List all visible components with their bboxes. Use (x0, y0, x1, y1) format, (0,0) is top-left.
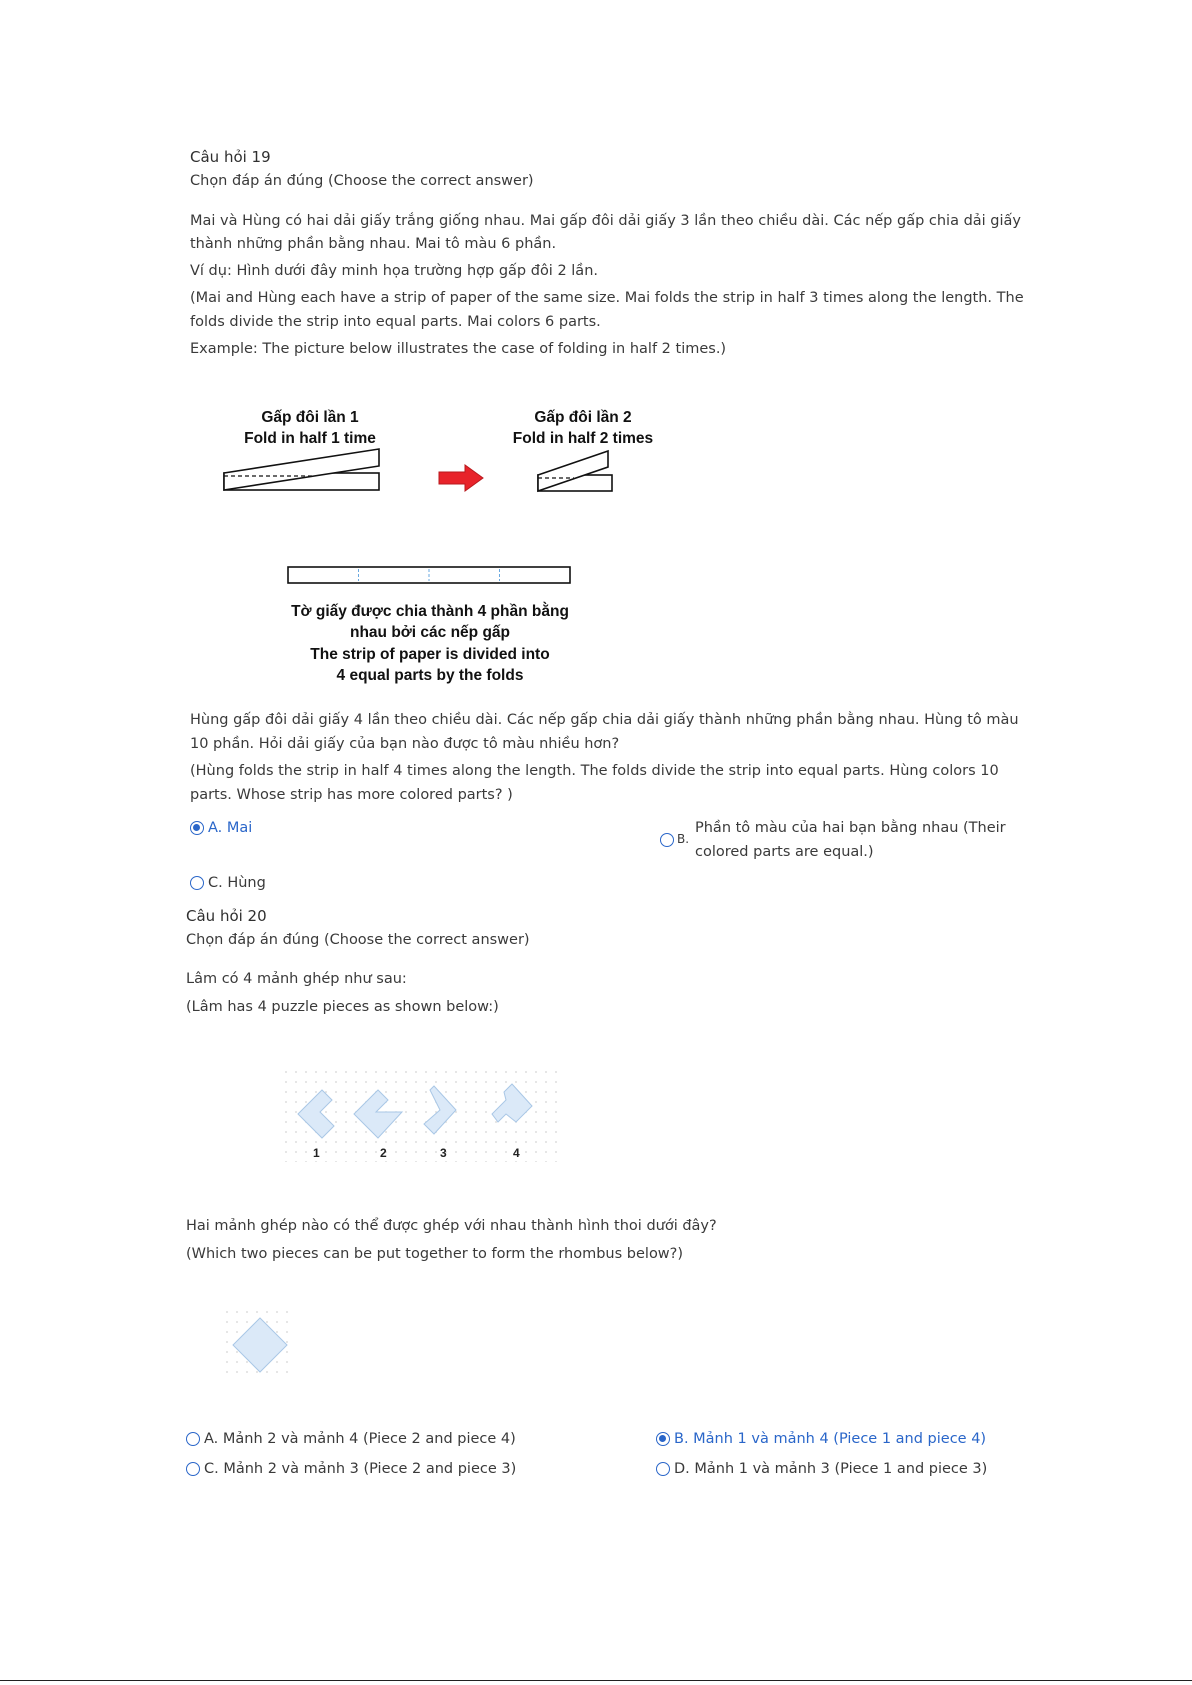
q20-text-line: (Lâm has 4 puzzle pieces as shown below:) (186, 999, 499, 1015)
q20-text-line: Lâm có 4 mảnh ghép như sau: (186, 971, 407, 987)
q19-example-en: Example: The picture below illustrates the case of folding in half 2 times.) (190, 341, 727, 357)
q19-text-line: Hùng gấp đôi dải giấy 4 lần theo chiều dài. Các nếp gấp chia dải giấy thành những phần bằng nhau. Hùng tô màu (190, 712, 1019, 728)
piece-label-4: 4 (513, 1146, 520, 1160)
rhombus-figure (225, 1310, 295, 1380)
fold2-strip-diagram (534, 445, 614, 495)
q19-option-a-label[interactable]: A. Mai (208, 820, 253, 836)
red-arrow-icon (437, 463, 485, 493)
q19-option-c-label[interactable]: C. Hùng (208, 875, 266, 891)
q20-option-d-label[interactable]: D. Mảnh 1 và mảnh 3 (Piece 1 and piece 3) (674, 1461, 988, 1477)
question-20-instruction: Chọn đáp án đúng (Choose the correct answer) (186, 932, 530, 948)
q20-text-line: (Which two pieces can be put together to form the rhombus below?) (186, 1246, 684, 1262)
q20-option-b-radio[interactable] (656, 1432, 670, 1446)
question-19-instruction: Chọn đáp án đúng (Choose the correct answer) (190, 173, 534, 189)
q19-text-line: parts. Whose strip has more colored parts? ) (190, 787, 513, 803)
strip-caption-line: The strip of paper is divided into (310, 646, 550, 663)
strip-caption-line: nhau bởi các nếp gấp (349, 624, 511, 641)
q19-text-line: Mai và Hùng có hai dải giấy trắng giống nhau. Mai gấp đôi dải giấy 3 lần theo chiều dài. Các nếp gấp chia dải giấy (190, 213, 1022, 229)
q20-option-c-radio[interactable] (186, 1462, 200, 1476)
question-20-title: Câu hỏi 20 (186, 907, 267, 925)
strip-caption-line: Tờ giấy được chia thành 4 phần bằng (291, 603, 569, 620)
q20-text-line: Hai mảnh ghép nào có thể được ghép với nhau thành hình thoi dưới đây? (186, 1218, 717, 1234)
page-bottom-rule (0, 1680, 1192, 1681)
q19-text-line: folds divide the strip into equal parts. Mai colors 6 parts. (190, 314, 601, 330)
piece-label-3: 3 (440, 1146, 447, 1160)
q19-option-a-radio[interactable] (190, 821, 204, 835)
q19-option-b-label[interactable]: Phần tô màu của hai bạn bằng nhau (Their (695, 820, 1006, 836)
q19-text-line: thành những phần bằng nhau. Mai tô màu 6 phần. (190, 236, 557, 252)
piece-label-1: 1 (313, 1146, 320, 1160)
q20-option-b-label[interactable]: B. Mảnh 1 và mảnh 4 (Piece 1 and piece 4) (674, 1431, 987, 1447)
strip-caption-line: 4 equal parts by the folds (336, 667, 524, 684)
q19-option-b-radio[interactable] (660, 833, 674, 847)
question-19-title: Câu hỏi 19 (190, 148, 271, 166)
q19-example-vi: Ví dụ: Hình dưới đây minh họa trường hợp gấp đôi 2 lần. (190, 263, 598, 279)
q19-option-c-radio[interactable] (190, 876, 204, 890)
q19-option-b-letter[interactable]: B. (677, 832, 690, 846)
q20-option-d-radio[interactable] (656, 1462, 670, 1476)
fold2-label-vi: Gấp đôi lần 2 (534, 409, 632, 426)
q20-option-c-label[interactable]: C. Mảnh 2 và mảnh 3 (Piece 2 and piece 3) (204, 1461, 517, 1477)
q19-text-line: (Hùng folds the strip in half 4 times along the length. The folds divide the strip into equal parts. Hùng colors 10 (190, 763, 999, 779)
divided-strip-diagram (286, 564, 574, 588)
q20-option-a-radio[interactable] (186, 1432, 200, 1446)
fold1-strip-diagram (220, 445, 385, 495)
fold1-label-vi: Gấp đôi lần 1 (261, 409, 359, 426)
fold2-label-en: Fold in half 2 times (512, 430, 654, 447)
q19-text-line: 10 phần. Hỏi dải giấy của bạn nào được tô màu nhiều hơn? (190, 736, 620, 752)
q19-text-line: (Mai and Hùng each have a strip of paper of the same size. Mai folds the strip in half 3 times along the length. The (190, 290, 1024, 306)
q20-option-a-label[interactable]: A. Mảnh 2 và mảnh 4 (Piece 2 and piece 4) (204, 1431, 516, 1447)
fold1-label-en: Fold in half 1 time (244, 430, 376, 447)
q19-option-b-label-cont[interactable]: colored parts are equal.) (695, 844, 874, 860)
piece-label-2: 2 (380, 1146, 387, 1160)
